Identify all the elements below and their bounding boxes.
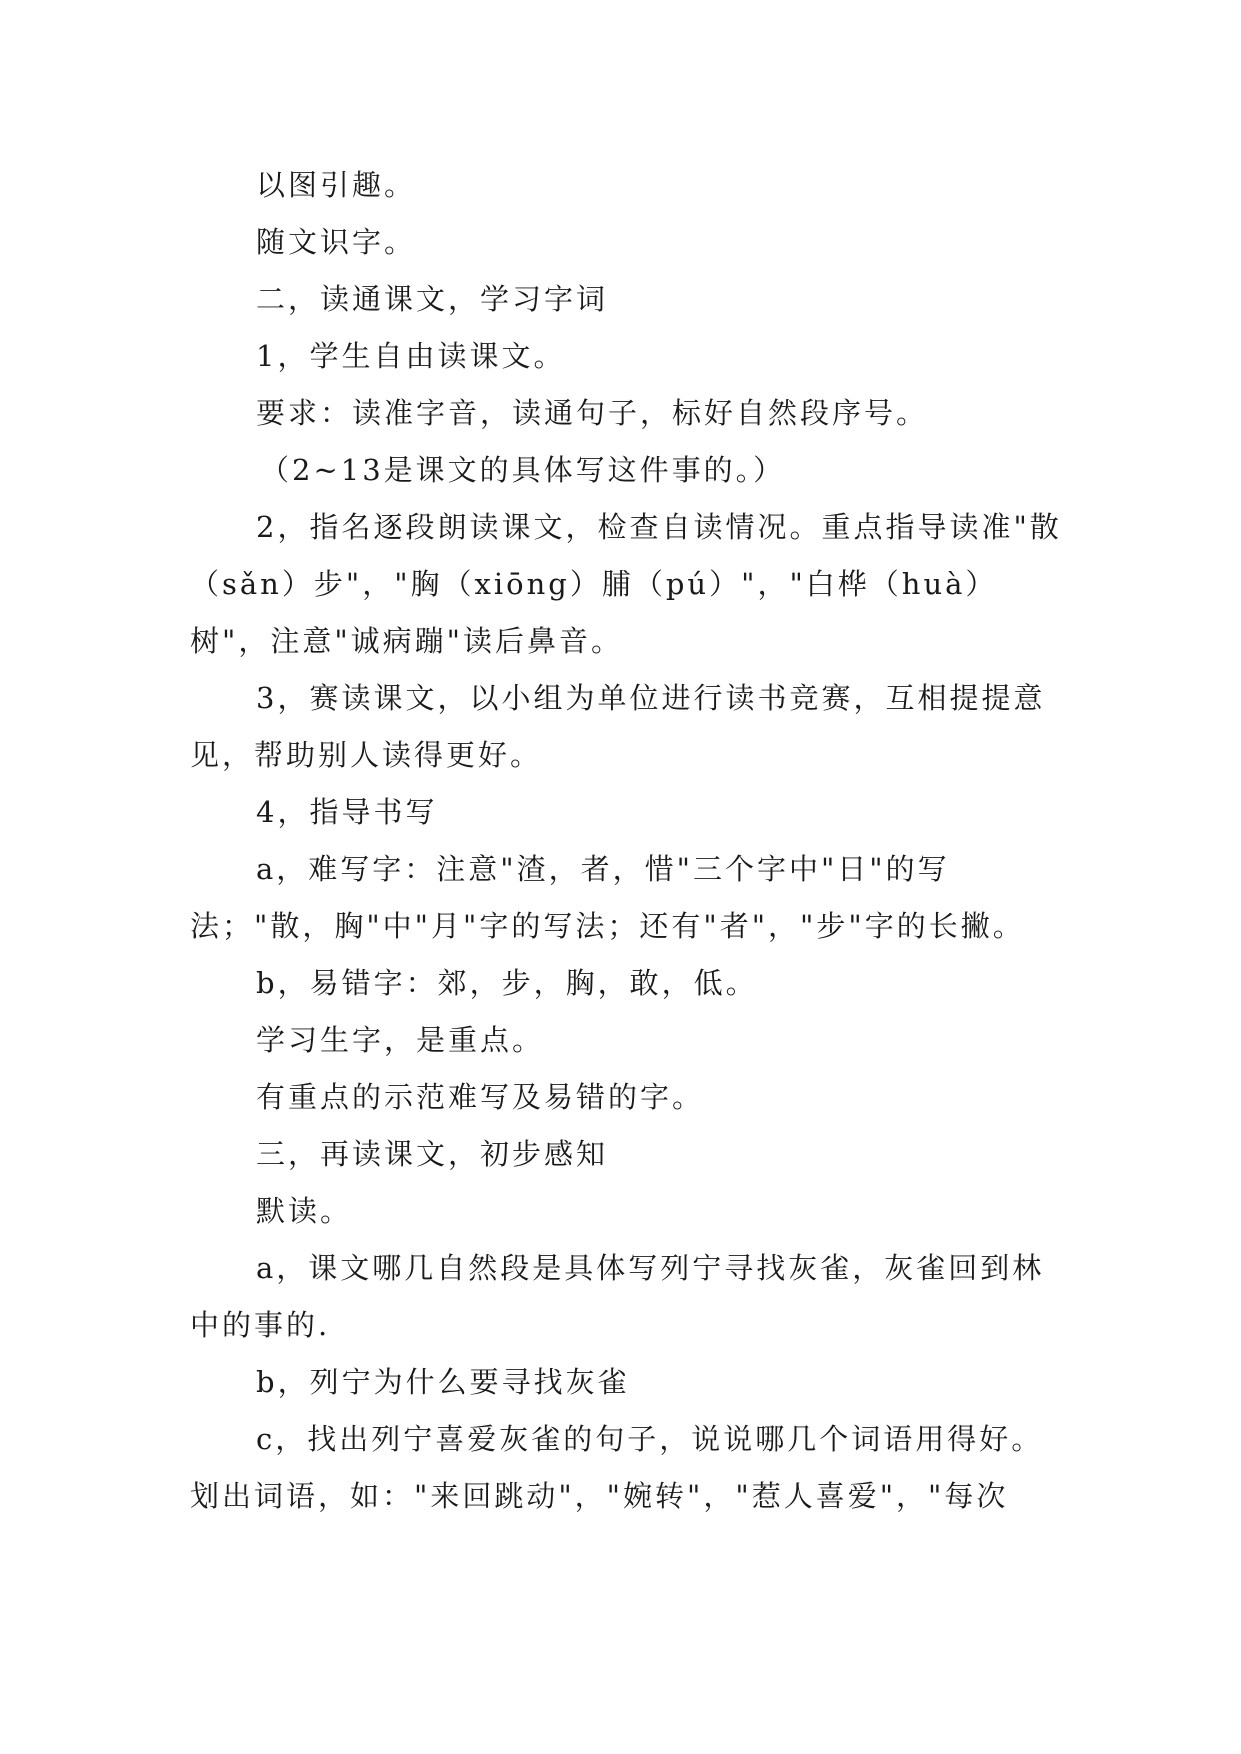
- paragraph-4: 1，学生自由读课文。: [256, 339, 566, 373]
- paragraph-16: a，课文哪几自然段是具体写列宁寻找灰雀，灰雀回到林中的事的.: [190, 1251, 1045, 1342]
- paragraph-18: c，找出列宁喜爱灰雀的句子，说说哪几个词语用得好。划出词语，如："来回跳动"，"婉转"，"惹人喜爱"，"每次: [190, 1422, 1044, 1513]
- paragraph-9: 4，指导书写: [256, 795, 438, 829]
- paragraph-12: 学习生字，是重点。: [256, 1023, 545, 1057]
- paragraph-17: b，列宁为什么要寻找灰雀: [256, 1365, 630, 1399]
- section-heading-2: 二，读通课文，学习字词: [256, 282, 609, 316]
- paragraph-7: 2，指名逐段朗读课文，检查自读情况。重点指导读准"散（sǎn）步"，"胸（xiōng）脯（pú）"，"白桦（huà）树"，注意"诚病蹦"读后鼻音。: [190, 510, 1062, 658]
- paragraph-11: b，易错字：郊，步，胸，敢，低。: [256, 966, 758, 1000]
- paragraph-10: a，难写字：注意"渣，者，惜"三个字中"日"的写法；"散，胸"中"月"字的写法；还有"者"，"步"字的长撇。: [190, 852, 1025, 943]
- paragraph-8: 3，赛读课文，以小组为单位进行读书竞赛，互相提提意见，帮助别人读得更好。: [190, 681, 1046, 772]
- paragraph-1: 以图引趣。: [256, 168, 417, 202]
- paragraph-2: 随文识字。: [256, 225, 417, 259]
- document-body: [190, 157, 1070, 1525]
- paragraph-13: 有重点的示范难写及易错的字。: [256, 1080, 705, 1114]
- paragraph-15: 默读。: [256, 1194, 353, 1228]
- paragraph-5: 要求：读准字音，读通句子，标好自然段序号。: [256, 396, 929, 430]
- paragraph-6: （2~13是课文的具体写这件事的。）: [260, 453, 786, 487]
- section-heading-3: 三，再读课文，初步感知: [256, 1137, 609, 1171]
